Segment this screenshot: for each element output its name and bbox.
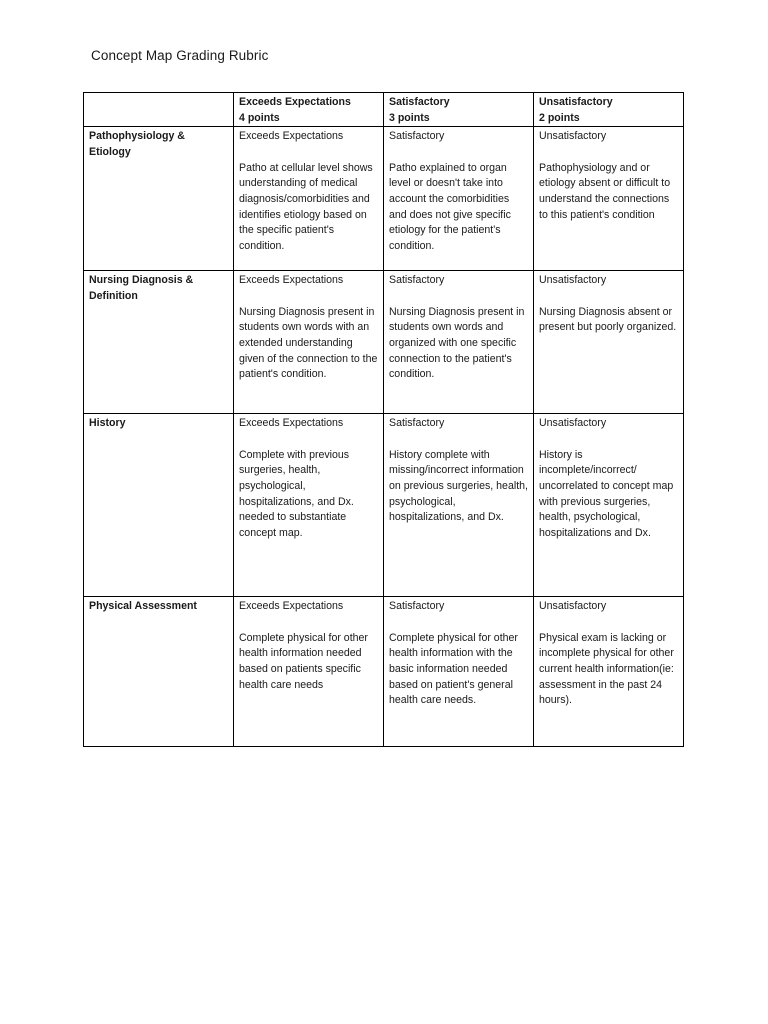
cell-description: Complete physical for other health information with the basic information needed based on patient's general health care needs. (389, 631, 518, 707)
rubric-cell (384, 127, 534, 271)
rubric-cell (384, 414, 534, 597)
cell-title: Satisfactory (389, 417, 445, 430)
cell-description: Physical exam is lacking or incomplete physical for other current health information(ie: assessment in the past 24 hours). (539, 631, 674, 707)
rubric-cell (234, 127, 384, 271)
cell-title: Unsatisfactory (539, 274, 607, 287)
criterion-label: Physical Assessment (89, 600, 197, 613)
cell-description: Nursing Diagnosis absent or present but poorly organized. (539, 305, 677, 334)
column-points: 3 points (389, 111, 430, 124)
table-header-row (84, 93, 684, 127)
cell-description: Nursing Diagnosis present in students own words with an extended understanding given of the connection to the patient's condition. (239, 305, 378, 381)
cell-description: Complete with previous surgeries, health, psychological, hospitalizations, and Dx. needed to substantiate concept map. (239, 448, 354, 539)
table-row (84, 414, 684, 597)
cell-description: Patho explained to organ level or doesn't take into account the comorbidities and does not give specific etiology for the patient's condition. (389, 161, 511, 252)
criterion-label: Pathophysiology & Etiology (89, 130, 185, 158)
rubric-cell (384, 597, 534, 747)
cell-title: Unsatisfactory (539, 600, 607, 613)
header-cell-satisfactory (384, 93, 534, 127)
column-name: Satisfactory (389, 96, 450, 108)
header-cell-empty (84, 93, 234, 127)
page-title: Concept Map Grading Rubric (91, 48, 269, 63)
cell-description: Patho at cellular level shows understanding of medical diagnosis/comorbidities and identifies etiology based on the specific patient's condition. (239, 161, 373, 252)
table-row (84, 127, 684, 271)
table-row (84, 271, 684, 414)
criterion-cell (84, 597, 234, 747)
criterion-label: Nursing Diagnosis & Definition (89, 274, 194, 302)
cell-description: Complete physical for other health information needed based on patients specific health care needs (239, 631, 368, 691)
cell-title: Satisfactory (389, 600, 445, 613)
rubric-cell (234, 271, 384, 414)
cell-title: Exceeds Expectations (239, 130, 344, 143)
rubric-cell (234, 414, 384, 597)
column-points: 4 points (239, 111, 280, 124)
rubric-table (83, 92, 684, 747)
cell-title: Unsatisfactory (539, 130, 607, 143)
cell-title: Exceeds Expectations (239, 274, 344, 287)
rubric-cell (534, 414, 684, 597)
cell-title: Exceeds Expectations (239, 600, 344, 613)
column-name: Unsatisfactory (539, 96, 613, 108)
column-points: 2 points (539, 111, 580, 124)
rubric-cell (534, 597, 684, 747)
rubric-cell (384, 271, 534, 414)
cell-description: Pathophysiology and or etiology absent or difficult to understand the connections to this patient's condition (539, 161, 671, 221)
header-cell-exceeds (234, 93, 384, 127)
criterion-cell (84, 414, 234, 597)
header-cell-unsatisfactory (534, 93, 684, 127)
cell-title: Unsatisfactory (539, 417, 607, 430)
cell-description: History is incomplete/incorrect/ uncorrelated to concept map with previous surgeries, health, psychological, hospitalizations and Dx. (539, 448, 674, 539)
cell-title: Satisfactory (389, 274, 445, 287)
criterion-cell (84, 271, 234, 414)
cell-title: Satisfactory (389, 130, 445, 143)
rubric-cell (534, 271, 684, 414)
cell-title: Exceeds Expectations (239, 417, 344, 430)
rubric-cell (534, 127, 684, 271)
criterion-label: History (89, 417, 126, 430)
rubric-cell (234, 597, 384, 747)
cell-description: History complete with missing/incorrect information on previous surgeries, health, psychological, hospitalizations, and Dx. (389, 448, 528, 524)
table-row (84, 597, 684, 747)
column-name: Exceeds Expectations (239, 96, 351, 108)
cell-description: Nursing Diagnosis present in students own words and organized with one specific connection to the patient's condition. (389, 305, 525, 381)
criterion-cell (84, 127, 234, 271)
